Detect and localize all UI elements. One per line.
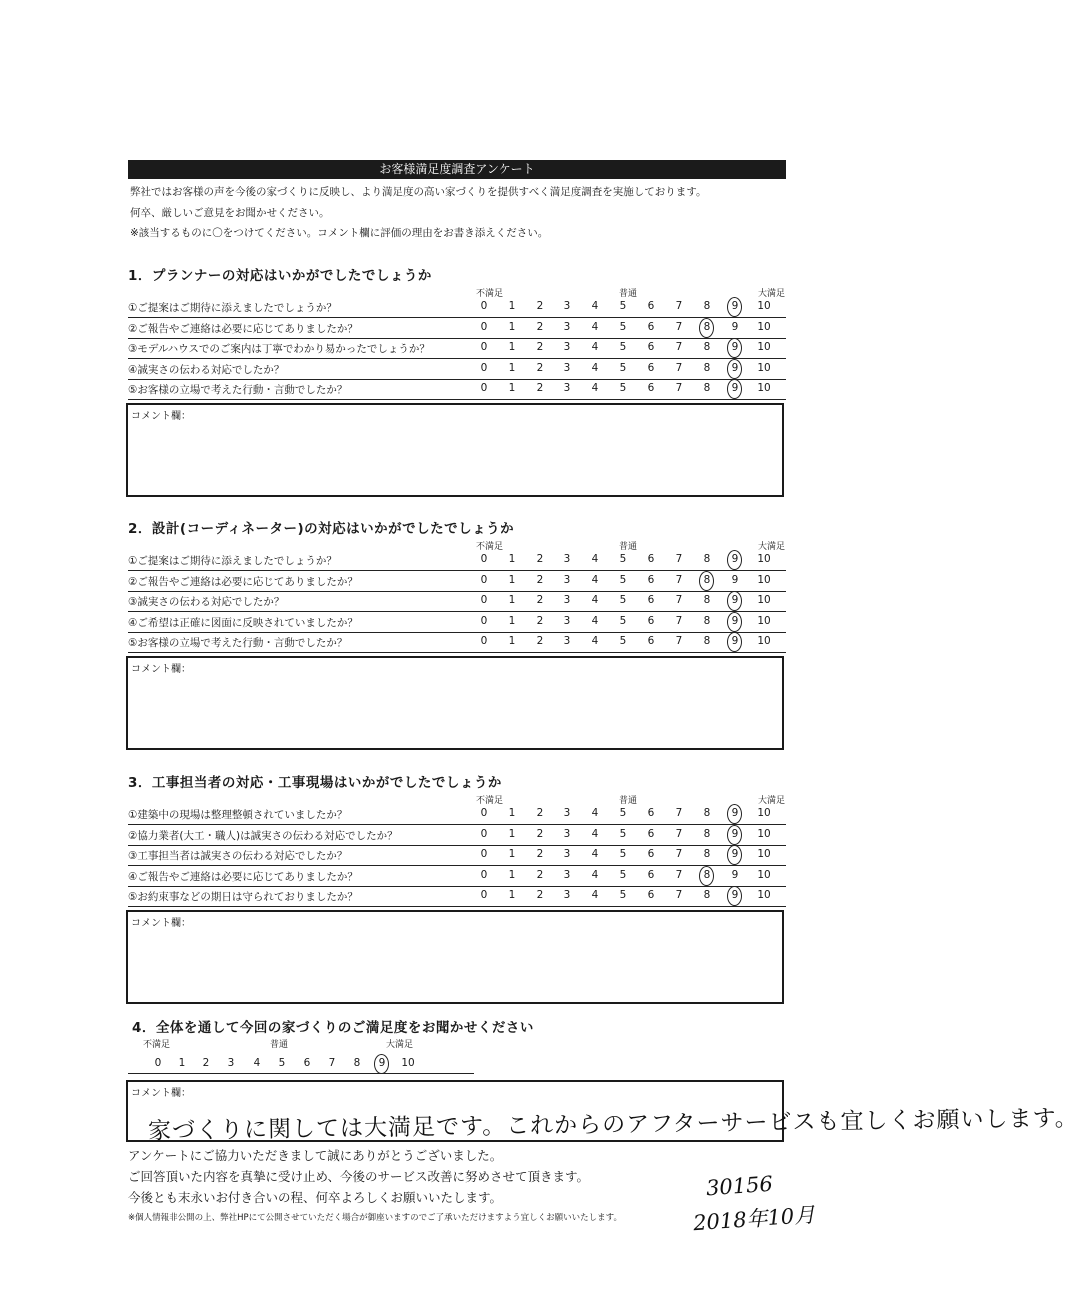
question-text: ②ご報告やご連絡は必要に応じてありましたか？ — [128, 575, 358, 588]
rating-option[interactable]: 8 — [703, 300, 711, 312]
comment-label: コメント欄： — [131, 664, 191, 675]
section-title: 1．プランナーの対応はいかがでしたでしょうか — [128, 268, 432, 284]
rating-option[interactable]: 2 — [536, 382, 544, 394]
rating-option-selected[interactable]: 8 — [697, 321, 717, 333]
rating-option[interactable]: 5 — [619, 807, 627, 819]
scale-label-high: 大満足 — [758, 289, 786, 299]
rating-option[interactable]: 10 — [757, 827, 771, 840]
rating-option[interactable]: 2 — [536, 889, 544, 901]
rating-option[interactable]: 5 — [619, 594, 627, 606]
rating-option[interactable]: 5 — [619, 635, 627, 647]
overall-option[interactable]: 7 — [328, 1057, 336, 1069]
overall-option[interactable]: 5 — [278, 1057, 286, 1069]
closing-thanks: アンケートにご協力いただきまして誠にありがとうございました。 — [128, 1148, 503, 1163]
rating-option[interactable]: 1 — [508, 635, 516, 647]
overall-title: 4．全体を通して今回の家づくりのご満足度をお聞かせください — [132, 1020, 534, 1036]
rating-option[interactable]: 10 — [757, 341, 771, 353]
rating-option[interactable]: 9 — [731, 868, 739, 881]
rating-option[interactable]: 3 — [563, 614, 571, 627]
comment-box[interactable] — [126, 910, 784, 1004]
question-text: ③誠実さの伝わる対応でしたか？ — [128, 596, 285, 608]
rating-option[interactable]: 0 — [480, 594, 488, 606]
rating-option[interactable]: 4 — [591, 361, 599, 374]
comment-label: コメント欄： — [131, 1088, 191, 1099]
question-text: ④ご希望は正確に図面に反映されていましたか？ — [128, 616, 358, 629]
rating-option[interactable]: 6 — [647, 573, 655, 586]
scale-label-low: 不満足 — [476, 289, 504, 299]
question-row — [128, 866, 786, 887]
rating-option[interactable]: 7 — [675, 807, 683, 819]
rating-option[interactable]: 0 — [480, 868, 488, 881]
rating-option[interactable]: 6 — [647, 614, 655, 627]
rating-option[interactable]: 7 — [675, 635, 683, 647]
rating-option[interactable]: 4 — [591, 300, 599, 312]
rating-option[interactable]: 1 — [508, 320, 516, 333]
question-text: ②協力業者(大工・職人)は誠実さの伝わる対応でしたか？ — [128, 829, 398, 842]
rating-option-selected[interactable]: 9 — [725, 341, 745, 353]
overall-option[interactable]: 0 — [154, 1057, 162, 1069]
rating-option[interactable]: 10 — [757, 553, 771, 565]
rating-option[interactable]: 6 — [647, 807, 655, 819]
overall-option[interactable]: 4 — [253, 1057, 261, 1069]
rating-option[interactable]: 1 — [508, 868, 516, 881]
question-row — [128, 297, 786, 318]
rating-option[interactable]: 6 — [647, 848, 655, 860]
handwritten-id: 30156 — [705, 1171, 774, 1201]
scale-label-mid: 普通 — [619, 542, 638, 552]
rating-option[interactable]: 10 — [757, 848, 771, 860]
rating-option[interactable]: 10 — [757, 361, 771, 374]
rating-option[interactable]: 8 — [703, 361, 711, 374]
rating-option[interactable]: 10 — [757, 635, 771, 647]
rating-option[interactable]: 2 — [536, 635, 544, 647]
rating-option[interactable]: 6 — [647, 341, 655, 353]
rating-option[interactable]: 6 — [647, 868, 655, 881]
question-row — [128, 571, 786, 592]
question-row — [128, 591, 786, 612]
rating-option[interactable]: 7 — [675, 868, 683, 881]
rating-option[interactable]: 10 — [757, 868, 771, 881]
rating-option[interactable]: 7 — [675, 382, 683, 394]
closing-regards: 今後とも末永いお付き合いの程、何卒よろしくお願いいたします。 — [128, 1190, 503, 1205]
comment-label: コメント欄： — [131, 918, 191, 929]
overall-option[interactable]: 10 — [401, 1057, 415, 1069]
rating-option[interactable]: 0 — [480, 635, 488, 647]
rating-option[interactable]: 8 — [703, 341, 711, 353]
rating-option[interactable]: 6 — [647, 361, 655, 374]
overall-option[interactable]: 3 — [227, 1057, 235, 1069]
rating-option-selected[interactable]: 9 — [725, 382, 745, 394]
rating-option[interactable]: 4 — [591, 614, 599, 627]
rating-option-selected[interactable]: 9 — [725, 635, 745, 647]
rating-option[interactable]: 5 — [619, 848, 627, 860]
question-row — [128, 612, 786, 633]
rating-option[interactable]: 8 — [703, 889, 711, 901]
rating-option[interactable]: 3 — [563, 382, 571, 394]
rating-option[interactable]: 8 — [703, 594, 711, 606]
question-row — [128, 845, 786, 866]
rating-option[interactable]: 7 — [675, 361, 683, 374]
comment-label: コメント欄： — [131, 411, 191, 422]
question-text: ③モデルハウスでのご案内は丁寧でわかり易かったでしょうか？ — [128, 343, 430, 355]
rating-option[interactable]: 4 — [591, 827, 599, 840]
rating-option[interactable]: 3 — [563, 320, 571, 333]
rating-option[interactable]: 5 — [619, 614, 627, 627]
rating-option[interactable]: 5 — [619, 320, 627, 333]
question-text: ④誠実さの伝わる対応でしたか？ — [128, 363, 285, 376]
rating-option[interactable]: 5 — [619, 553, 627, 565]
rating-option[interactable]: 1 — [508, 827, 516, 840]
rating-option[interactable]: 2 — [536, 807, 544, 819]
rating-option[interactable]: 1 — [508, 553, 516, 565]
question-text: ①建築中の現場は整理整頓されていましたか？ — [128, 809, 348, 821]
rating-option[interactable]: 5 — [619, 827, 627, 840]
rating-option-selected[interactable]: 9 — [725, 889, 745, 901]
rating-option[interactable]: 3 — [563, 361, 571, 374]
rating-option[interactable]: 1 — [508, 889, 516, 901]
privacy-note: ※個人情報非公開の上、弊社HPにて公開させていただく場合が御座いますのでご了承いただけますよう宜しくお願いいたします。 — [128, 1213, 622, 1223]
rating-option[interactable]: 0 — [480, 382, 488, 394]
rating-option[interactable]: 4 — [591, 889, 599, 901]
question-text: ①ご提案はご期待に添えましたでしょうか？ — [128, 555, 337, 567]
rating-option[interactable]: 7 — [675, 341, 683, 353]
rating-option[interactable]: 3 — [563, 594, 571, 606]
rating-option[interactable]: 4 — [591, 594, 599, 606]
rating-option[interactable]: 1 — [508, 807, 516, 819]
rating-option-selected[interactable]: 9 — [725, 828, 745, 840]
rating-option[interactable]: 1 — [508, 341, 516, 353]
rating-option[interactable]: 2 — [536, 827, 544, 840]
rating-option[interactable]: 0 — [480, 614, 488, 627]
rating-option[interactable]: 7 — [675, 827, 683, 840]
rating-option[interactable]: 0 — [480, 827, 488, 840]
rating-option[interactable]: 3 — [563, 889, 571, 901]
question-row — [128, 359, 786, 380]
question-row — [128, 550, 786, 571]
rating-option[interactable]: 7 — [675, 594, 683, 606]
rating-option[interactable]: 0 — [480, 848, 488, 860]
rating-option[interactable]: 3 — [563, 341, 571, 353]
rating-option[interactable]: 10 — [757, 889, 771, 901]
rating-option[interactable]: 4 — [591, 382, 599, 394]
rating-option[interactable]: 8 — [703, 614, 711, 627]
question-text: ③工事担当者は誠実さの伝わる対応でしたか？ — [128, 850, 348, 862]
rating-option[interactable]: 5 — [619, 868, 627, 881]
intro-request: 何卒、厳しいご意見をお聞かせください。 — [130, 207, 330, 219]
question-text: ①ご提案はご期待に添えましたでしょうか？ — [128, 302, 337, 314]
overall-scale-mid: 普通 — [270, 1040, 289, 1050]
rating-option[interactable]: 7 — [675, 553, 683, 565]
rating-option[interactable]: 5 — [619, 341, 627, 353]
rating-option[interactable]: 6 — [647, 635, 655, 647]
rating-option[interactable]: 0 — [480, 889, 488, 901]
rating-option[interactable]: 8 — [703, 827, 711, 840]
rating-option[interactable]: 0 — [480, 807, 488, 819]
rating-option[interactable]: 0 — [480, 341, 488, 353]
question-text: ⑤お約束事などの期日は守られておりましたか？ — [128, 891, 358, 903]
rating-option[interactable]: 8 — [703, 807, 711, 819]
rating-option-selected[interactable]: 9 — [725, 807, 745, 819]
closing-commitment: ご回答頂いた内容を真摯に受け止め、今後のサービス改善に努めさせて頂きます。 — [128, 1169, 590, 1184]
rating-option[interactable]: 2 — [536, 594, 544, 606]
overall-option[interactable]: 8 — [353, 1057, 361, 1069]
rating-option[interactable]: 5 — [619, 889, 627, 901]
rating-option-selected[interactable]: 9 — [725, 848, 745, 860]
rating-option[interactable]: 6 — [647, 320, 655, 333]
rating-option-selected[interactable]: 9 — [725, 594, 745, 606]
rating-option[interactable]: 6 — [647, 553, 655, 565]
scale-label-high: 大満足 — [758, 796, 786, 806]
rating-option[interactable]: 9 — [731, 573, 739, 586]
rating-option[interactable]: 1 — [508, 594, 516, 606]
rating-option[interactable]: 1 — [508, 573, 516, 586]
rating-option[interactable]: 5 — [619, 361, 627, 374]
rating-option[interactable]: 4 — [591, 553, 599, 565]
rating-option[interactable]: 2 — [536, 300, 544, 312]
rating-option[interactable]: 4 — [591, 341, 599, 353]
overall-option[interactable]: 2 — [202, 1057, 210, 1069]
rating-option[interactable]: 8 — [703, 382, 711, 394]
rating-option[interactable]: 4 — [591, 573, 599, 586]
overall-option[interactable]: 6 — [303, 1057, 311, 1069]
rating-option[interactable]: 4 — [591, 807, 599, 819]
question-row — [128, 886, 786, 907]
rating-option-selected[interactable]: 8 — [697, 869, 717, 881]
rating-option[interactable]: 0 — [480, 300, 488, 312]
question-row — [128, 338, 786, 359]
rating-option[interactable]: 2 — [536, 848, 544, 860]
rating-option[interactable]: 2 — [536, 361, 544, 374]
rating-option[interactable]: 0 — [480, 573, 488, 586]
rating-option[interactable]: 4 — [591, 868, 599, 881]
rating-option[interactable]: 5 — [619, 382, 627, 394]
rating-option[interactable]: 2 — [536, 614, 544, 627]
rating-option[interactable]: 8 — [703, 553, 711, 565]
question-text: ②ご報告やご連絡は必要に応じてありましたか？ — [128, 322, 358, 335]
rating-option[interactable]: 3 — [563, 573, 571, 586]
rating-option[interactable]: 7 — [675, 573, 683, 586]
rating-option[interactable]: 3 — [563, 300, 571, 312]
rating-option[interactable]: 8 — [703, 635, 711, 647]
rating-option[interactable]: 6 — [647, 889, 655, 901]
comment-box[interactable] — [126, 403, 784, 497]
rating-option[interactable]: 3 — [563, 827, 571, 840]
rating-option[interactable]: 7 — [675, 848, 683, 860]
comment-box[interactable] — [126, 656, 784, 750]
scale-label-mid: 普通 — [619, 796, 638, 806]
overall-scale-low: 不満足 — [143, 1040, 171, 1050]
rating-option[interactable]: 0 — [480, 361, 488, 374]
scale-label-high: 大満足 — [758, 542, 786, 552]
rating-option[interactable]: 10 — [757, 807, 771, 819]
overall-scale-high: 大満足 — [386, 1040, 414, 1050]
question-row — [128, 825, 786, 846]
rating-option[interactable]: 9 — [731, 320, 739, 333]
rating-option[interactable]: 10 — [757, 300, 771, 312]
rating-option[interactable]: 1 — [508, 300, 516, 312]
rating-option[interactable]: 2 — [536, 341, 544, 353]
rating-option-selected[interactable]: 9 — [725, 300, 745, 312]
rating-option[interactable]: 7 — [675, 614, 683, 627]
rating-option[interactable]: 6 — [647, 300, 655, 312]
rating-option-selected[interactable]: 9 — [725, 362, 745, 374]
handwritten-comment: 家づくりに関しては大満足です。これからのアフターサービスも宜しくお願いします。 — [147, 1105, 1079, 1145]
rating-option[interactable]: 6 — [647, 827, 655, 840]
rating-option[interactable]: 1 — [508, 361, 516, 374]
rating-option[interactable]: 3 — [563, 868, 571, 881]
rating-option[interactable]: 4 — [591, 320, 599, 333]
scale-label-mid: 普通 — [619, 289, 638, 299]
question-text: ⑤お客様の立場で考えた行動・言動でしたか？ — [128, 384, 348, 396]
rating-option[interactable]: 3 — [563, 553, 571, 565]
rating-option[interactable]: 10 — [757, 614, 771, 627]
intro-text: 弊社ではお客様の声を今後の家づくりに反映し、より満足度の高い家づくりを提供すべく満足度調査を実施しております。 — [130, 186, 707, 198]
rating-option[interactable]: 7 — [675, 300, 683, 312]
rating-option-selected[interactable]: 8 — [697, 574, 717, 586]
rating-option[interactable]: 3 — [563, 807, 571, 819]
rating-option[interactable]: 1 — [508, 614, 516, 627]
rating-option[interactable]: 1 — [508, 848, 516, 860]
section-title: 2．設計(コーディネーター)の対応はいかがでしたでしょうか — [128, 521, 515, 537]
rating-option[interactable]: 4 — [591, 635, 599, 647]
rating-option[interactable]: 7 — [675, 889, 683, 901]
rating-option[interactable]: 2 — [536, 573, 544, 586]
survey-title: お客様満足度調査アンケート — [128, 160, 786, 179]
rating-option[interactable]: 3 — [563, 635, 571, 647]
handwritten-date: 2018年10月 — [692, 1202, 816, 1236]
section-title: 3．工事担当者の対応・工事現場はいかがでしたでしょうか — [128, 775, 502, 791]
question-text: ⑤お客様の立場で考えた行動・言動でしたか？ — [128, 637, 348, 649]
rating-option[interactable]: 2 — [536, 868, 544, 881]
rating-option[interactable]: 6 — [647, 594, 655, 606]
rating-option[interactable]: 4 — [591, 848, 599, 860]
rating-option[interactable]: 3 — [563, 848, 571, 860]
question-text: ④ご報告やご連絡は必要に応じてありましたか？ — [128, 870, 358, 883]
rating-option[interactable]: 10 — [757, 573, 771, 586]
rating-option[interactable]: 2 — [536, 553, 544, 565]
rating-option[interactable]: 0 — [480, 320, 488, 333]
overall-divider — [128, 1073, 474, 1074]
rating-option[interactable]: 5 — [619, 573, 627, 586]
rating-option-selected[interactable]: 9 — [725, 553, 745, 565]
scale-label-low: 不満足 — [476, 542, 504, 552]
rating-option[interactable]: 5 — [619, 300, 627, 312]
question-row — [128, 632, 786, 653]
rating-option[interactable]: 8 — [703, 848, 711, 860]
rating-option[interactable]: 0 — [480, 553, 488, 565]
question-row — [128, 318, 786, 339]
intro-instruction: ※該当するものに〇をつけてください。コメント欄に評価の理由をお書き添えください。 — [130, 227, 549, 239]
scale-label-low: 不満足 — [476, 796, 504, 806]
overall-option[interactable]: 1 — [178, 1057, 186, 1069]
question-row — [128, 804, 786, 825]
rating-option[interactable]: 10 — [757, 594, 771, 606]
overall-rating-scale — [0, 1054, 920, 1074]
rating-option[interactable]: 1 — [508, 382, 516, 394]
rating-option[interactable]: 10 — [757, 382, 771, 394]
overall-option-selected[interactable]: 9 — [372, 1057, 392, 1069]
rating-option[interactable]: 7 — [675, 320, 683, 333]
rating-option-selected[interactable]: 9 — [725, 615, 745, 627]
question-row — [128, 379, 786, 400]
rating-option[interactable]: 6 — [647, 382, 655, 394]
rating-option[interactable]: 10 — [757, 320, 771, 333]
rating-option[interactable]: 2 — [536, 320, 544, 333]
